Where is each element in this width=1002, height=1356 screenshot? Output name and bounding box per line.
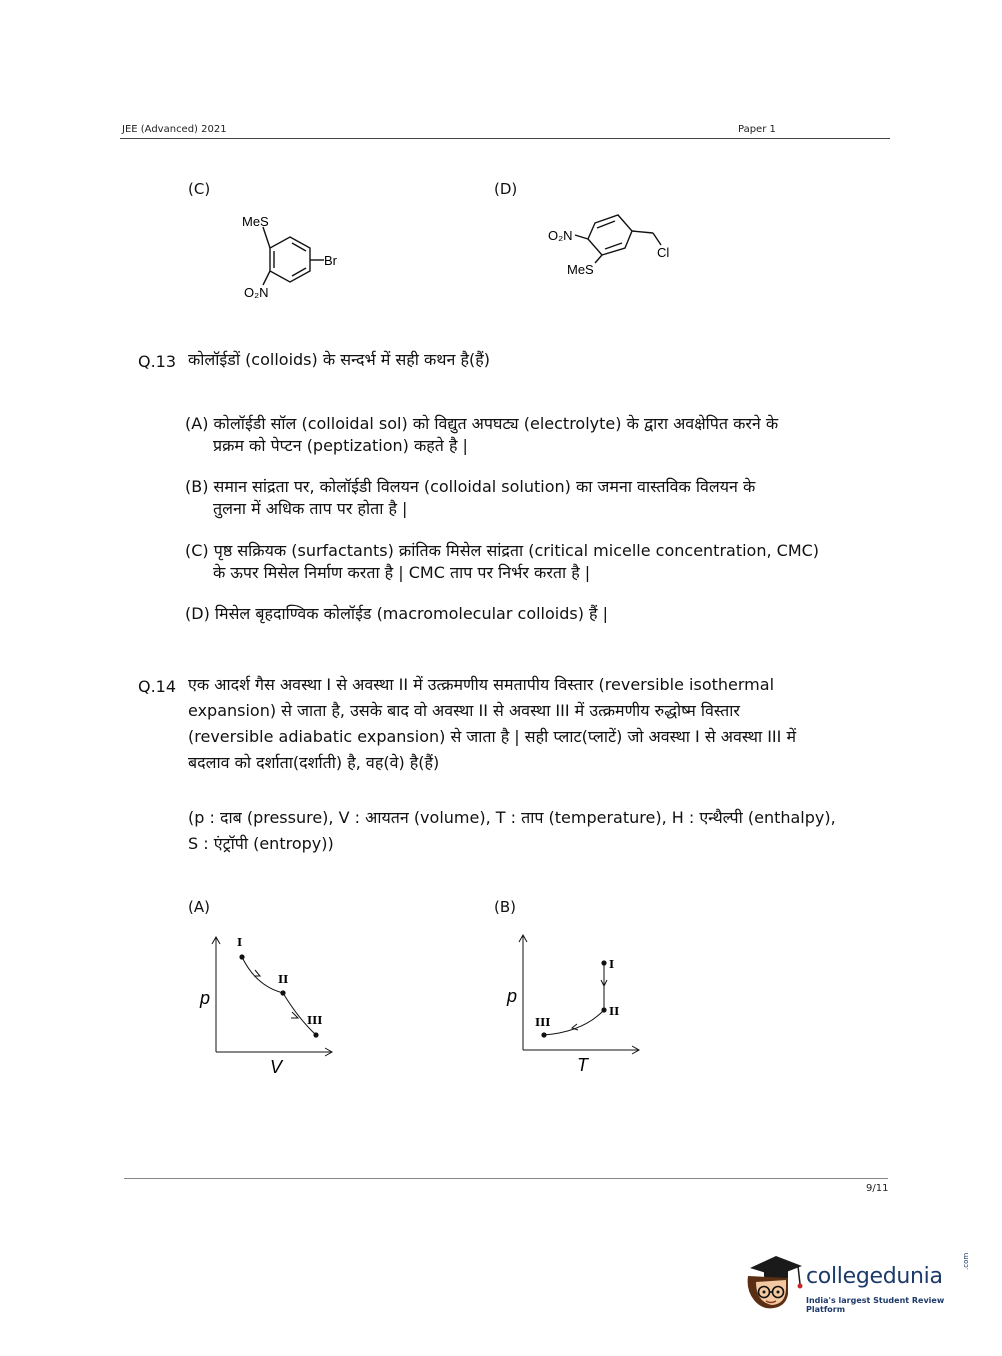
q13-option-c[interactable] <box>185 540 845 584</box>
q12-d-o2n: O₂N <box>548 228 573 243</box>
plot-a-arrow-1 <box>254 970 260 976</box>
plot-b-adiabat <box>544 1010 604 1035</box>
q14-line-2: expansion) से जाता है, उसके बाद वो अवस्था II से अवस्था III में उत्क्रमणीय रुद्धोष्म विस्तार <box>188 701 740 720</box>
plot-b-x-label: T <box>577 1055 588 1075</box>
q13-option-b[interactable] <box>185 476 845 520</box>
plot-b-point-II <box>601 1007 606 1012</box>
q13-option-d-line1: (D) मिसेल बृहदाण्विक कोलॉईड (macromolecular colloids) हैं | <box>185 604 609 623</box>
plot-a-x-label: V <box>270 1057 283 1077</box>
q13-option-c-line2: के ऊपर मिसेल निर्माण करता है | CMC ताप पर निर्भर करता है | <box>213 563 591 582</box>
plot-a-point-III <box>313 1032 318 1037</box>
q13-option-b-line1: (B) समान सांद्रता पर, कोलॉईडी विलयन (colloidal solution) का जमना वास्तविक विलयन के <box>185 477 756 496</box>
q13-option-a-line1: (A) कोलॉईडी सॉल (colloidal sol) को विद्युत अपघट्य (electrolyte) के द्वारा अवक्षेपित करने के <box>185 414 779 433</box>
plot-a-point-I <box>239 954 244 959</box>
plot-b-label-III: III <box>535 1016 551 1029</box>
q13-option-b-line2: तुलना में अधिक ताप पर होता है | <box>213 499 408 518</box>
q14-line-4: बदलाव को दर्शाता(दर्शाती) है, वह(वे) है(हैं) <box>188 753 440 772</box>
q12-c-br: Br <box>324 253 337 268</box>
plot-a-label-III: III <box>307 1014 323 1027</box>
brand-tagline: India's largest Student Review Platform <box>806 1296 945 1314</box>
q14-line-3: (reversible adiabatic expansion) से जाता है | सही प्लाट(प्लाटें) जो अवस्था I से अवस्था III में <box>188 727 797 746</box>
header-right: Paper 1 <box>738 124 776 135</box>
q14-number: Q.14 <box>138 677 177 696</box>
plot-a-point-II <box>280 990 285 995</box>
q14-plot-a-label[interactable]: (A) <box>188 898 210 916</box>
plot-b-point-III <box>541 1032 546 1037</box>
q12-d-cl: Cl <box>657 245 670 260</box>
plot-b-point-I <box>601 960 606 965</box>
q12-option-c-structure <box>230 205 350 305</box>
brand-logo[interactable] <box>742 1250 974 1316</box>
plot-b-label-I: I <box>609 958 615 971</box>
q14-plot-b <box>497 928 657 1078</box>
plot-b-label-II: II <box>609 1005 620 1018</box>
header-left: JEE (Advanced) 2021 <box>122 124 227 135</box>
q13-option-a-line2: प्रक्रम को पेप्टन (peptization) कहते है | <box>213 436 468 455</box>
q12-option-d-structure <box>545 205 685 285</box>
plot-a-label-II: II <box>278 973 289 986</box>
q12-c-o2n: O₂N <box>244 285 269 300</box>
header-rule <box>120 138 890 139</box>
page-number: 9/11 <box>866 1183 889 1194</box>
q14-plot-a <box>190 928 350 1078</box>
q13-option-d[interactable] <box>185 603 845 625</box>
q14-legend-line1: (p : दाब (pressure), V : आयतन (volume), T : ताप (temperature), H : एन्थैल्पी (enthalpy), <box>188 808 836 827</box>
q12-c-mes: MeS <box>242 214 269 229</box>
q13-option-a[interactable] <box>185 413 845 457</box>
brand-name: collegedunia <box>806 1264 943 1289</box>
plot-b-y-label: p <box>507 986 518 1006</box>
plot-a-y-label: p <box>200 988 211 1008</box>
q14-legend <box>188 805 848 857</box>
q12-d-mes: MeS <box>567 262 594 277</box>
plot-a-label-I: I <box>237 936 243 949</box>
q14-line-1: एक आदर्श गैस अवस्था I से अवस्था II में उत्क्रमणीय समतापीय विस्तार (reversible isothermal <box>188 675 775 694</box>
q14-plot-b-label[interactable]: (B) <box>494 898 516 916</box>
q12-option-c-label: (C) <box>188 180 211 198</box>
plot-a-isotherm <box>242 957 283 993</box>
q14-legend-line2: S : एंट्रॉपी (entropy)) <box>188 834 334 853</box>
brand-suffix: .com <box>962 1252 970 1270</box>
q13-number: Q.13 <box>138 352 177 371</box>
q13-text: कोलॉईडों (colloids) के सन्दर्भ में सही कथन है(हैं) <box>188 350 490 369</box>
q13-option-c-line1: (C) पृष्ठ सक्रियक (surfactants) क्रांतिक मिसेल सांद्रता (critical micelle concentration, CMC) <box>185 541 820 560</box>
q14-text <box>188 672 848 776</box>
q12-option-d-label: (D) <box>494 180 518 198</box>
mascot-icon <box>742 1250 804 1316</box>
footer-rule <box>124 1178 888 1179</box>
